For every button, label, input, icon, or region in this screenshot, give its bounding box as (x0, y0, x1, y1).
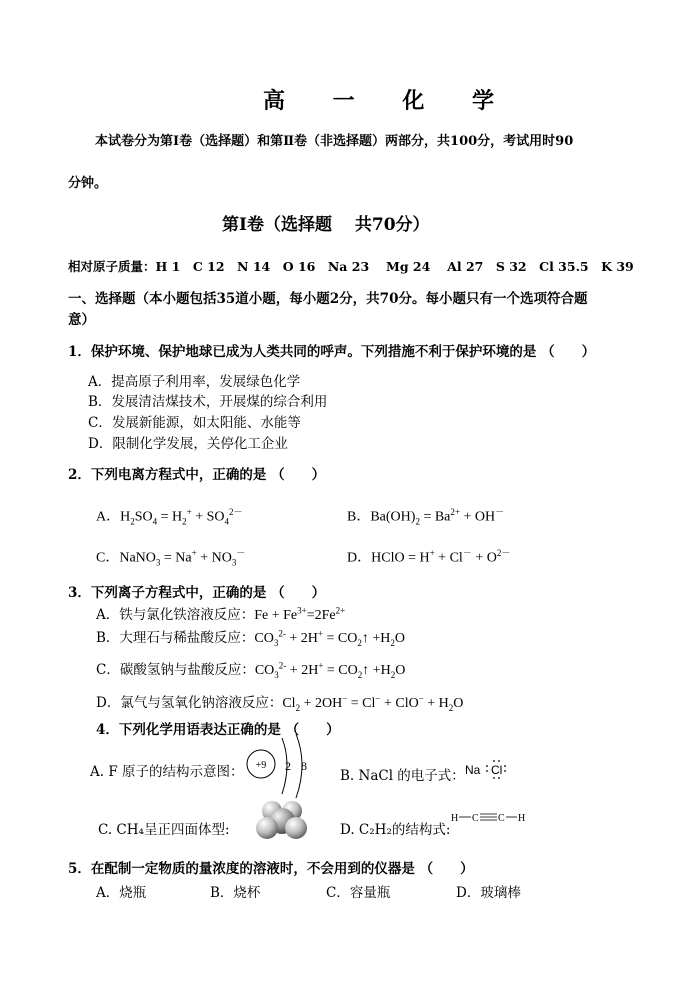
nacl-electron-dot (463, 756, 519, 790)
q3-stem: 3．下列离子方程式中，正确的是 （ ） (68, 585, 326, 601)
q4-option-b-label: B. NaCl 的电子式： (340, 768, 465, 784)
h-atom-bottom-right (285, 817, 307, 839)
q4-stem: 4．下列化学用语表达正确的是 （ ） (96, 722, 340, 738)
q1-option-d: D．限制化学发展，关停化工企业 (88, 436, 288, 452)
page-title: 高 一 化 学 (263, 88, 514, 114)
triple-bond (480, 814, 497, 820)
q2-stem: 2．下列电离方程式中，正确的是 （ ） (68, 467, 326, 483)
q3-c-label: C．碳酸氢钠与盐酸反应： (96, 662, 255, 678)
q2-option-d: D．HClO = $H^+ + Cl^- + O^{2-}$ (347, 548, 511, 566)
h-right: H (518, 813, 526, 824)
q3-option-a: A．铁与氯化铁溶液反应：$Fe + Fe^{3+}=2Fe^{2+}$ (96, 605, 346, 623)
sodium-symbol: Na (465, 763, 481, 777)
part1-header-line-2: 意） (68, 312, 95, 328)
acetylene-structural-formula (450, 808, 534, 828)
q2-a-label: A． (96, 509, 121, 525)
q3-a-label: A．铁与氯化铁溶液反应： (96, 607, 255, 623)
intro-line-1: 本试卷分为第Ⅰ卷（选择题）和第Ⅱ卷（非选择题）两部分，共100分，考试用时90 (95, 134, 574, 149)
shell-2-electrons: 8 (301, 759, 307, 773)
q5-option-c: C．容量瓶 (326, 885, 391, 901)
q3-option-d: D．氯气与氢氧化钠溶液反应：$Cl_2 + 2OH^- = Cl^- + ClO^- + H_2O$ (96, 693, 464, 713)
q2-option-a: A．$H_2SO_4 = H_2^+ + SO_4^{2-}$ (96, 507, 243, 527)
q3-option-c: C．碳酸氢钠与盐酸反应：$CO_3^{2-} + 2H^+$ = $CO_2↑ +H_2O$ (96, 660, 406, 680)
q5-option-d: D．玻璃棒 (456, 885, 521, 901)
intro-line-2: 分钟。 (68, 176, 108, 191)
q2-c-label: C． (96, 550, 120, 566)
methane-space-filling-model (250, 795, 314, 845)
chlorine-symbol: Cl (491, 763, 503, 777)
q1-stem: 1．保护环境、保护地球已成为人类共同的呼声。下列措施不利于保护环境的是 （ ） (68, 344, 596, 360)
q3-option-b: B．大理石与稀盐酸反应：$CO_3^{2-} + 2H^+$ = $CO_2↑ +H_2O$ (96, 628, 405, 648)
part1-header-line-1: 一、选择题（本小题包括35道小题，每小题2分，共70分。每小题只有一个选项符合题 (68, 291, 588, 307)
q4-option-d-label: D. C₂H₂的结构式: (340, 822, 451, 838)
carbon-2: C (498, 813, 505, 824)
atomic-mass-line: 相对原子质量：H 1 C 12 N 14 O 16 Na 23 Mg 24 Al 27 S 32 Cl 35.5 K 39 (68, 259, 634, 274)
q1-option-b: B．发展清洁煤技术，开展煤的综合利用 (88, 394, 328, 410)
q4-option-a-label: A. F 原子的结构示意图： (90, 764, 244, 780)
q4-option-c-label: C. CH₄呈正四面体型: (98, 822, 230, 838)
h-left: H (451, 813, 459, 824)
q1-option-c: C．发展新能源，如太阳能、水能等 (88, 415, 301, 431)
nucleus-charge: +9 (255, 760, 267, 771)
q5-option-b: B．烧杯 (210, 885, 261, 901)
q2-option-c: C．NaNO$_3$ = $Na^+ + NO_3^-$ (96, 548, 246, 568)
q5-stem: 5．在配制一定物质的量浓度的溶液时，不会用到的仪器是 （ ） (68, 861, 474, 877)
fluorine-atom-diagram (244, 732, 324, 802)
carbon-1: C (472, 813, 479, 824)
q5-option-a: A．烧瓶 (96, 885, 147, 901)
shell-1-electrons: 2 (285, 759, 291, 773)
q2-d-label: D． (347, 550, 372, 566)
q1-option-a: A．提高原子利用率，发展绿色化学 (88, 374, 301, 390)
q3-d-label: D．氯气与氢氧化钠溶液反应： (96, 695, 283, 711)
q2-b-label: B． (347, 509, 371, 525)
section-1-title: 第Ⅰ卷（选择题 共70分） (222, 215, 430, 235)
q2-option-b: B．$Ba(OH)_2 = Ba^{2+} + OH^-$ (347, 507, 505, 527)
q3-b-label: B．大理石与稀盐酸反应： (96, 630, 255, 646)
h-atom-bottom-left (256, 817, 278, 839)
